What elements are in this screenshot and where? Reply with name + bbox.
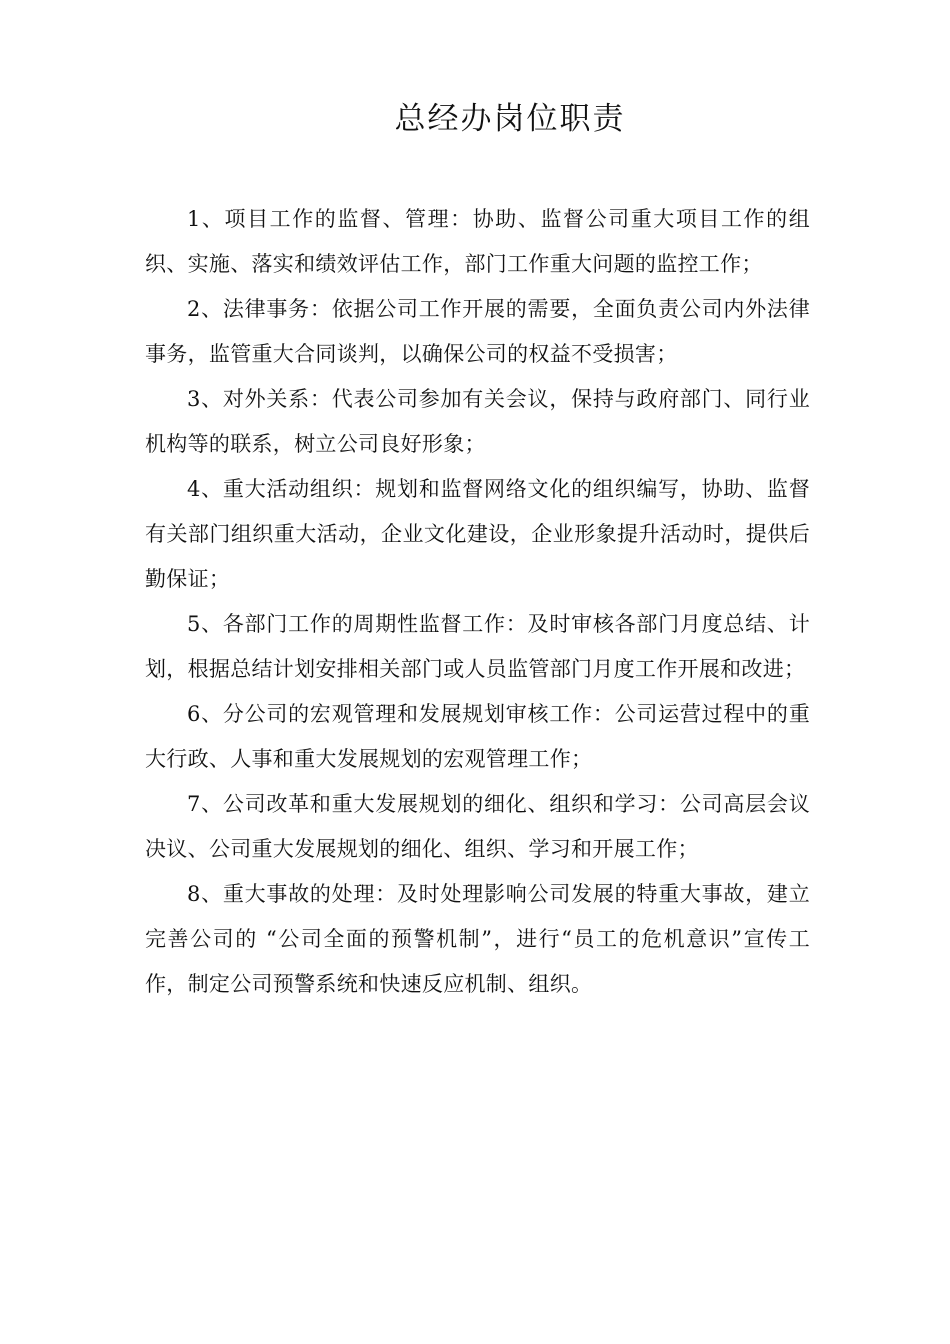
duty-item-1: 1、项目工作的监督、管理：协助、监督公司重大项目工作的组织、实施、落实和绩效评估工作，部门工作重大问题的监控工作； <box>145 207 810 276</box>
duty-item-4: 4、重大活动组织：规划和监督网络文化的组织编写，协助、监督有关部门组织重大活动，企业文化建设，企业形象提升活动时，提供后勤保证； <box>145 477 810 591</box>
document-title: 总经办岗位职责 <box>394 101 626 137</box>
duty-item-2: 2、法律事务：依据公司工作开展的需要，全面负责公司内外法律事务，监管重大合同谈判，以确保公司的权益不受损害； <box>145 297 810 366</box>
duty-item-6: 6、分公司的宏观管理和发展规划审核工作：公司运营过程中的重大行政、人事和重大发展规划的宏观管理工作； <box>145 702 810 771</box>
duty-item-8: 8、重大事故的处理：及时处理影响公司发展的特重大事故，建立完善公司的 “公司全面的预警机制”，进行“员工的危机意识”宣传工作，制定公司预警系统和快速反应机制、组织。 <box>145 882 810 996</box>
duty-item-5: 5、各部门工作的周期性监督工作：及时审核各部门月度总结、计划，根据总结计划安排相关部门或人员监管部门月度工作开展和改进； <box>145 612 810 681</box>
duty-list <box>145 197 810 1007</box>
duty-item-3: 3、对外关系：代表公司参加有关会议，保持与政府部门、同行业机构等的联系，树立公司良好形象； <box>145 387 810 456</box>
duty-item-7: 7、公司改革和重大发展规划的细化、组织和学习：公司高层会议决议、公司重大发展规划的细化、组织、学习和开展工作； <box>145 792 810 861</box>
